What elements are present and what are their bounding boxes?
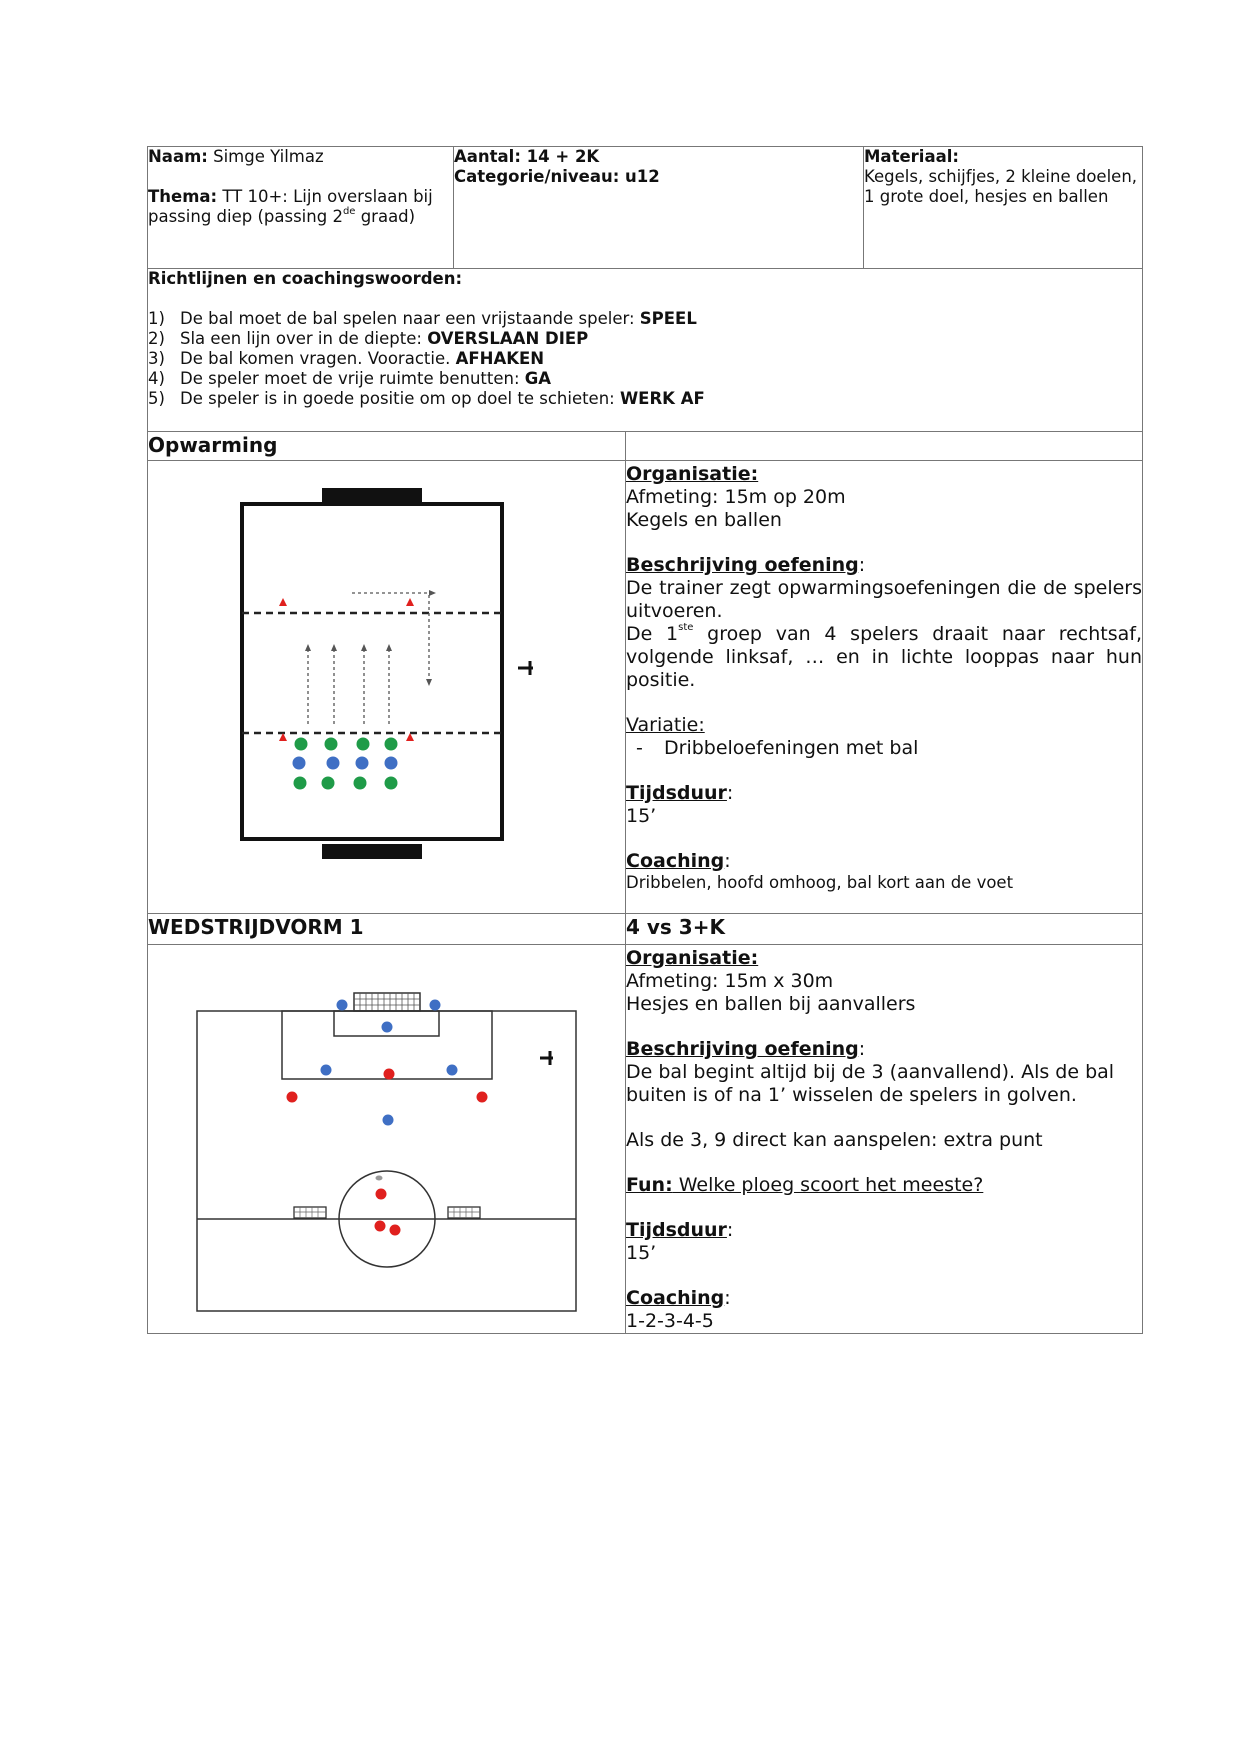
player-green — [325, 738, 338, 751]
thema-label: Thema: — [148, 187, 218, 206]
wedstrijdvorm-subtitle: 4 vs 3+K — [626, 914, 1143, 945]
rule-item: 4) De speler moet de vrije ruimte benutten: GA — [148, 369, 552, 388]
wedstrijdvorm-organisatie-label: Organisatie: — [626, 947, 759, 969]
opwarming-tijdsduur-label: Tijdsduur — [626, 782, 727, 804]
player-green — [385, 777, 398, 790]
player-red — [477, 1092, 488, 1103]
wedstrijdvorm-beschrijving-1: De bal begint altijd bij de 3 (aanvallend). Als de bal buiten is of na 1’ wisselen de spelers in golven. — [626, 1061, 1115, 1106]
player-blue — [356, 757, 369, 770]
thema-sup: de — [342, 206, 356, 217]
player-blue — [383, 1115, 394, 1126]
wedstrijdvorm-coaching-label: Coaching — [626, 1287, 725, 1309]
naam-value: Simge Yilmaz — [213, 147, 324, 166]
player-green — [295, 738, 308, 751]
richtlijnen-cell — [148, 269, 1143, 432]
opwarming-tijdsduur-value: 15’ — [626, 805, 657, 827]
wedstrijdvorm-fun: Fun: Welke ploeg scoort het meeste? — [626, 1174, 984, 1196]
top-goal — [322, 488, 422, 503]
player-red — [390, 1225, 401, 1236]
penalty-area — [282, 1011, 492, 1079]
opwarming-header-empty — [626, 432, 1143, 461]
materiaal-cell — [864, 147, 1143, 269]
player-red — [376, 1189, 387, 1200]
richtlijnen-title: Richtlijnen en coachingswoorden: — [148, 269, 463, 288]
bottom-goal — [322, 844, 422, 859]
cone-marker — [406, 598, 414, 606]
materiaal-value: Kegels, schijfjes, 2 kleine doelen, 1 grote doel, hesjes en ballen — [864, 167, 1138, 206]
arrow-head — [426, 679, 432, 686]
opwarming-beschrijving-label: Beschrijving oefening — [626, 554, 859, 576]
thema-value-end: graad) — [355, 207, 416, 226]
arrow-head — [361, 644, 367, 651]
opwarming-text-cell: Organisatie: Afmeting: 15m op 20m Kegels en ballen Beschrijving oefening: De trainer zegt opwarmingsoefeningen die de spelers uitvoeren. De 1ste groep van 4 spelers draait naar rechtsaf, volgende linksaf, … en in lichte looppas naar hun positie. Variatie: - Dribbeloefeningen met bal Tijdsduur: 15’ Coaching: Dribbelen, hoofd omhoog, bal kort aan de voet — [626, 461, 1143, 914]
player-green — [322, 777, 335, 790]
arrow-head — [305, 644, 311, 651]
wedstrijdvorm-text-cell: Organisatie: Afmeting: 15m x 30m Hesjes en ballen bij aanvallers Beschrijving oefening: De bal begint altijd bij de 3 (aanvallend). Als de bal buiten is of na 1’ wisselen de spelers in golven. Als de 3, 9 direct kan aanspelen: extra punt Fun: Welke ploeg scoort het meeste? Tijdsduur: 15’ Coaching: 1-2-3-4-5 — [626, 945, 1143, 1334]
arrow-head — [429, 590, 436, 596]
arrow-head — [386, 644, 392, 651]
opwarming-coaching-value: Dribbelen, hoofd omhoog, bal kort aan de voet — [626, 873, 1014, 892]
opwarming-title: Opwarming — [148, 432, 626, 461]
naam-label: Naam: — [148, 147, 208, 166]
wedstrijdvorm-field-diagram — [148, 945, 626, 1328]
opwarming-beschrijving-2: De 1ste groep van 4 spelers draait naar rechtsaf, volgende linksaf, … en in lichte looppas naar hun positie. — [626, 622, 1143, 691]
opwarming-beschrijving-1: De trainer zegt opwarmingsoefeningen die de spelers uitvoeren. — [626, 577, 1143, 622]
opwarming-diagram-cell — [148, 461, 626, 914]
cone-marker — [279, 598, 287, 606]
thema-value: TT 10+: Lijn overslaan bij passing diep (passing 2 — [148, 187, 433, 226]
opwarming-organisatie-2: Kegels en ballen — [626, 509, 782, 531]
aantal-cell — [454, 147, 864, 269]
opwarming-field-diagram — [148, 461, 626, 909]
wedstrijdvorm-organisatie-2: Hesjes en ballen bij aanvallers — [626, 993, 916, 1015]
player-blue — [337, 1000, 348, 1011]
aantal-text: Aantal: 14 + 2K — [454, 147, 600, 166]
rule-item: 1) De bal moet de bal spelen naar een vrijstaande speler: SPEEL — [148, 309, 697, 328]
field-outline — [197, 1011, 576, 1311]
player-red — [287, 1092, 298, 1103]
player-blue — [430, 1000, 441, 1011]
wedstrijdvorm-title: WEDSTRIJDVORM 1 — [148, 914, 626, 945]
rule-item: 2) Sla een lijn over in de diepte: OVERSLAAN DIEP — [148, 329, 589, 348]
trainer-icon — [518, 661, 533, 675]
player-red — [375, 1221, 386, 1232]
wedstrijdvorm-beschrijving-label: Beschrijving oefening — [626, 1038, 859, 1060]
big-goal-net — [354, 993, 420, 1011]
trainer-icon — [540, 1051, 553, 1065]
player-green — [385, 738, 398, 751]
player-green — [357, 738, 370, 751]
player-blue — [447, 1065, 458, 1076]
rule-item: 3) De bal komen vragen. Vooractie. AFHAKEN — [148, 349, 545, 368]
wedstrijdvorm-coaching-value: 1-2-3-4-5 — [626, 1310, 714, 1332]
player-green — [354, 777, 367, 790]
opwarming-organisatie-label: Organisatie: — [626, 463, 759, 485]
richtlijnen-list — [148, 309, 1142, 409]
session-sheet — [147, 146, 1143, 1334]
wedstrijdvorm-diagram-cell — [148, 945, 626, 1334]
field-outline — [242, 504, 502, 839]
opwarming-organisatie-1: Afmeting: 15m op 20m — [626, 486, 846, 508]
wedstrijdvorm-organisatie-1: Afmeting: 15m x 30m — [626, 970, 834, 992]
player-green — [294, 777, 307, 790]
player-blue — [321, 1065, 332, 1076]
small-goal-left — [294, 1207, 326, 1218]
opwarming-variatie-label: Variatie: — [626, 714, 705, 736]
small-goal-right — [448, 1207, 480, 1218]
player-blue — [385, 757, 398, 770]
player-blue — [327, 757, 340, 770]
player-blue — [382, 1022, 393, 1033]
materiaal-label: Materiaal: — [864, 147, 959, 166]
naam-cell — [148, 147, 454, 269]
opwarming-variatie-item: - Dribbeloefeningen met bal — [636, 737, 919, 759]
categorie-text: Categorie/niveau: u12 — [454, 167, 660, 186]
player-blue — [293, 757, 306, 770]
rule-item: 5) De speler is in goede positie om op doel te schieten: WERK AF — [148, 389, 705, 408]
wedstrijdvorm-beschrijving-2: Als de 3, 9 direct kan aanspelen: extra punt — [626, 1129, 1043, 1151]
wedstrijdvorm-tijdsduur-label: Tijdsduur — [626, 1219, 727, 1241]
opwarming-coaching-label: Coaching — [626, 850, 725, 872]
arrow-head — [331, 644, 337, 651]
wedstrijdvorm-tijdsduur-value: 15’ — [626, 1242, 657, 1264]
player-red — [384, 1069, 395, 1080]
ball — [376, 1176, 383, 1181]
